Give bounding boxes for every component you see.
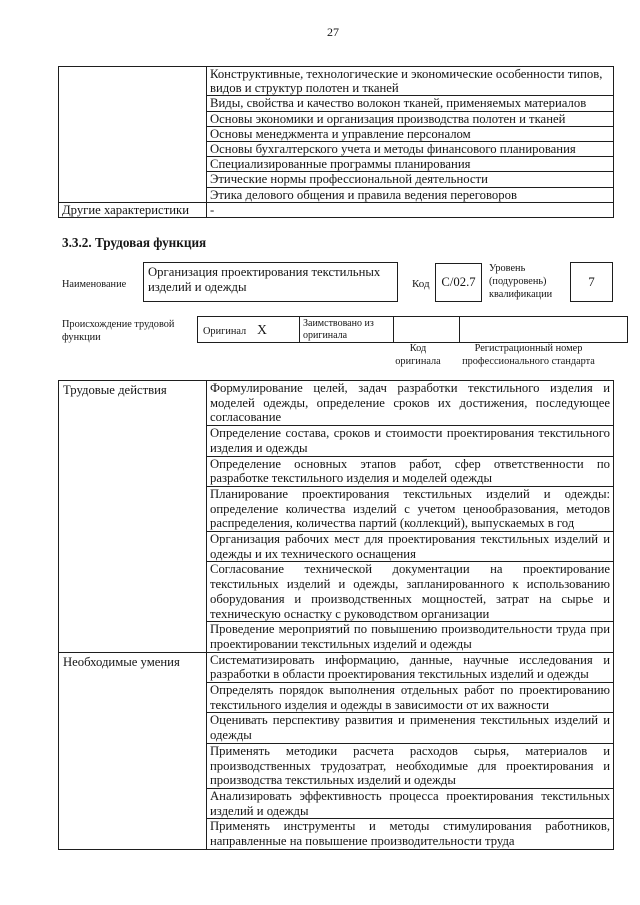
origin-table [197,316,628,343]
knowledge-item: Основы экономики и организация производства полотен и тканей [207,111,614,126]
knowledge-item: Основы бухгалтерского учета и методы финансового планирования [207,142,614,157]
required-skills-label: Необходимые умения [59,652,207,849]
table-row [59,381,614,426]
original-cell [198,317,300,343]
skill-item: Оценивать перспективу развития и применения текстильных изделий и одежды [207,713,614,743]
origin-label: Происхождение трудовой функции [62,319,175,343]
function-name-box: Организация проектирования текстильных изделий и одежды [143,262,398,302]
work-action-item: Определение состава, сроков и стоимости проектирования текстильного изделия и одежды [207,426,614,456]
knowledge-label-cell [59,67,207,203]
knowledge-item: Специализированные программы планирования [207,157,614,172]
other-characteristics-value: - [207,202,614,217]
skill-item: Применять методики расчета расходов сырья, материалов и производственных трудозатрат, необходимые для проектирования и производства текстильных изделий и одежды [207,743,614,788]
knowledge-item: Основы менеджмента и управление персоналом [207,126,614,141]
skill-item: Определять порядок выполнения отдельных работ по проектированию текстильного изделия и одежды в зависимости от их важности [207,683,614,713]
work-action-item: Определение основных этапов работ, сфер ответственности по разработке текстильного изделия и моделей одежды [207,456,614,486]
knowledge-item: Этические нормы профессиональной деятельности [207,172,614,187]
knowledge-table [58,66,614,218]
reg-number-cell [460,317,628,343]
knowledge-grid [58,66,614,218]
duties-table [58,380,614,850]
name-label: Наименование [62,279,127,290]
skill-item: Систематизировать информацию, данные, научные исследования и разработки в области проектирования текстильных изделий и одежды [207,652,614,682]
work-actions-label: Трудовые действия [59,381,207,653]
table-row [198,317,628,343]
function-code-box: C/02.7 [435,263,482,302]
knowledge-item: Виды, свойства и качество волокон тканей, применяемых материалов [207,96,614,111]
table-row [59,202,614,217]
original-code-cell [394,317,460,343]
original-label: Оригинал [203,325,247,337]
qualification-level-box: 7 [570,262,613,302]
skill-item: Анализировать эффективность процесса проектирования текстильных изделий и одежды [207,788,614,818]
code-label: Код [412,278,430,290]
reg-number-caption: Регистрационный номер профессионального стандарта [462,343,595,367]
work-action-item: Организация рабочих мест для проектирования текстильных изделий и одежды и их технического оснащения [207,532,614,562]
other-characteristics-label: Другие характеристики [59,202,207,217]
work-action-item: Проведение мероприятий по повышению производительности труда при проектировании текстильных изделий и одежды [207,622,614,652]
knowledge-item: Этика делового общения и правила ведения переговоров [207,187,614,202]
section-heading: 3.3.2. Трудовая функция [62,235,207,250]
qualification-level-label: Уровень (подуровень) квалификации [489,263,553,300]
borrowed-cell: Заимствовано из оригинала [300,317,394,343]
origin-grid [197,316,628,343]
table-row [59,652,614,682]
original-code-caption: Код оригинала [395,343,441,367]
duties-grid [58,380,614,850]
original-mark: X [257,321,267,337]
work-action-item: Согласование технической документации на проектирование текстильных изделий и одежды, запланированного к использованию оборудования и производственных мощностей, затрат на сырье и техническую оснастку с руководством организации [207,562,614,622]
page-number: 27 [327,25,339,39]
knowledge-item: Конструктивные, технологические и экономические особенности типов, видов и структур полотен и тканей [207,67,614,96]
work-action-item: Формулирование целей, задач разработки текстильного изделия и моделей одежды, определение сроков их достижения, последующее согласование [207,381,614,426]
table-row [59,67,614,96]
work-action-item: Планирование проектирования текстильных изделий и одежды: определение количества изделий с учетом ценообразования, методов распределения, количества партий (коллекций), выпускаемых в год [207,486,614,531]
skill-item: Применять инструменты и методы стимулирования работников, направленные на повышение производительности труда [207,819,614,849]
